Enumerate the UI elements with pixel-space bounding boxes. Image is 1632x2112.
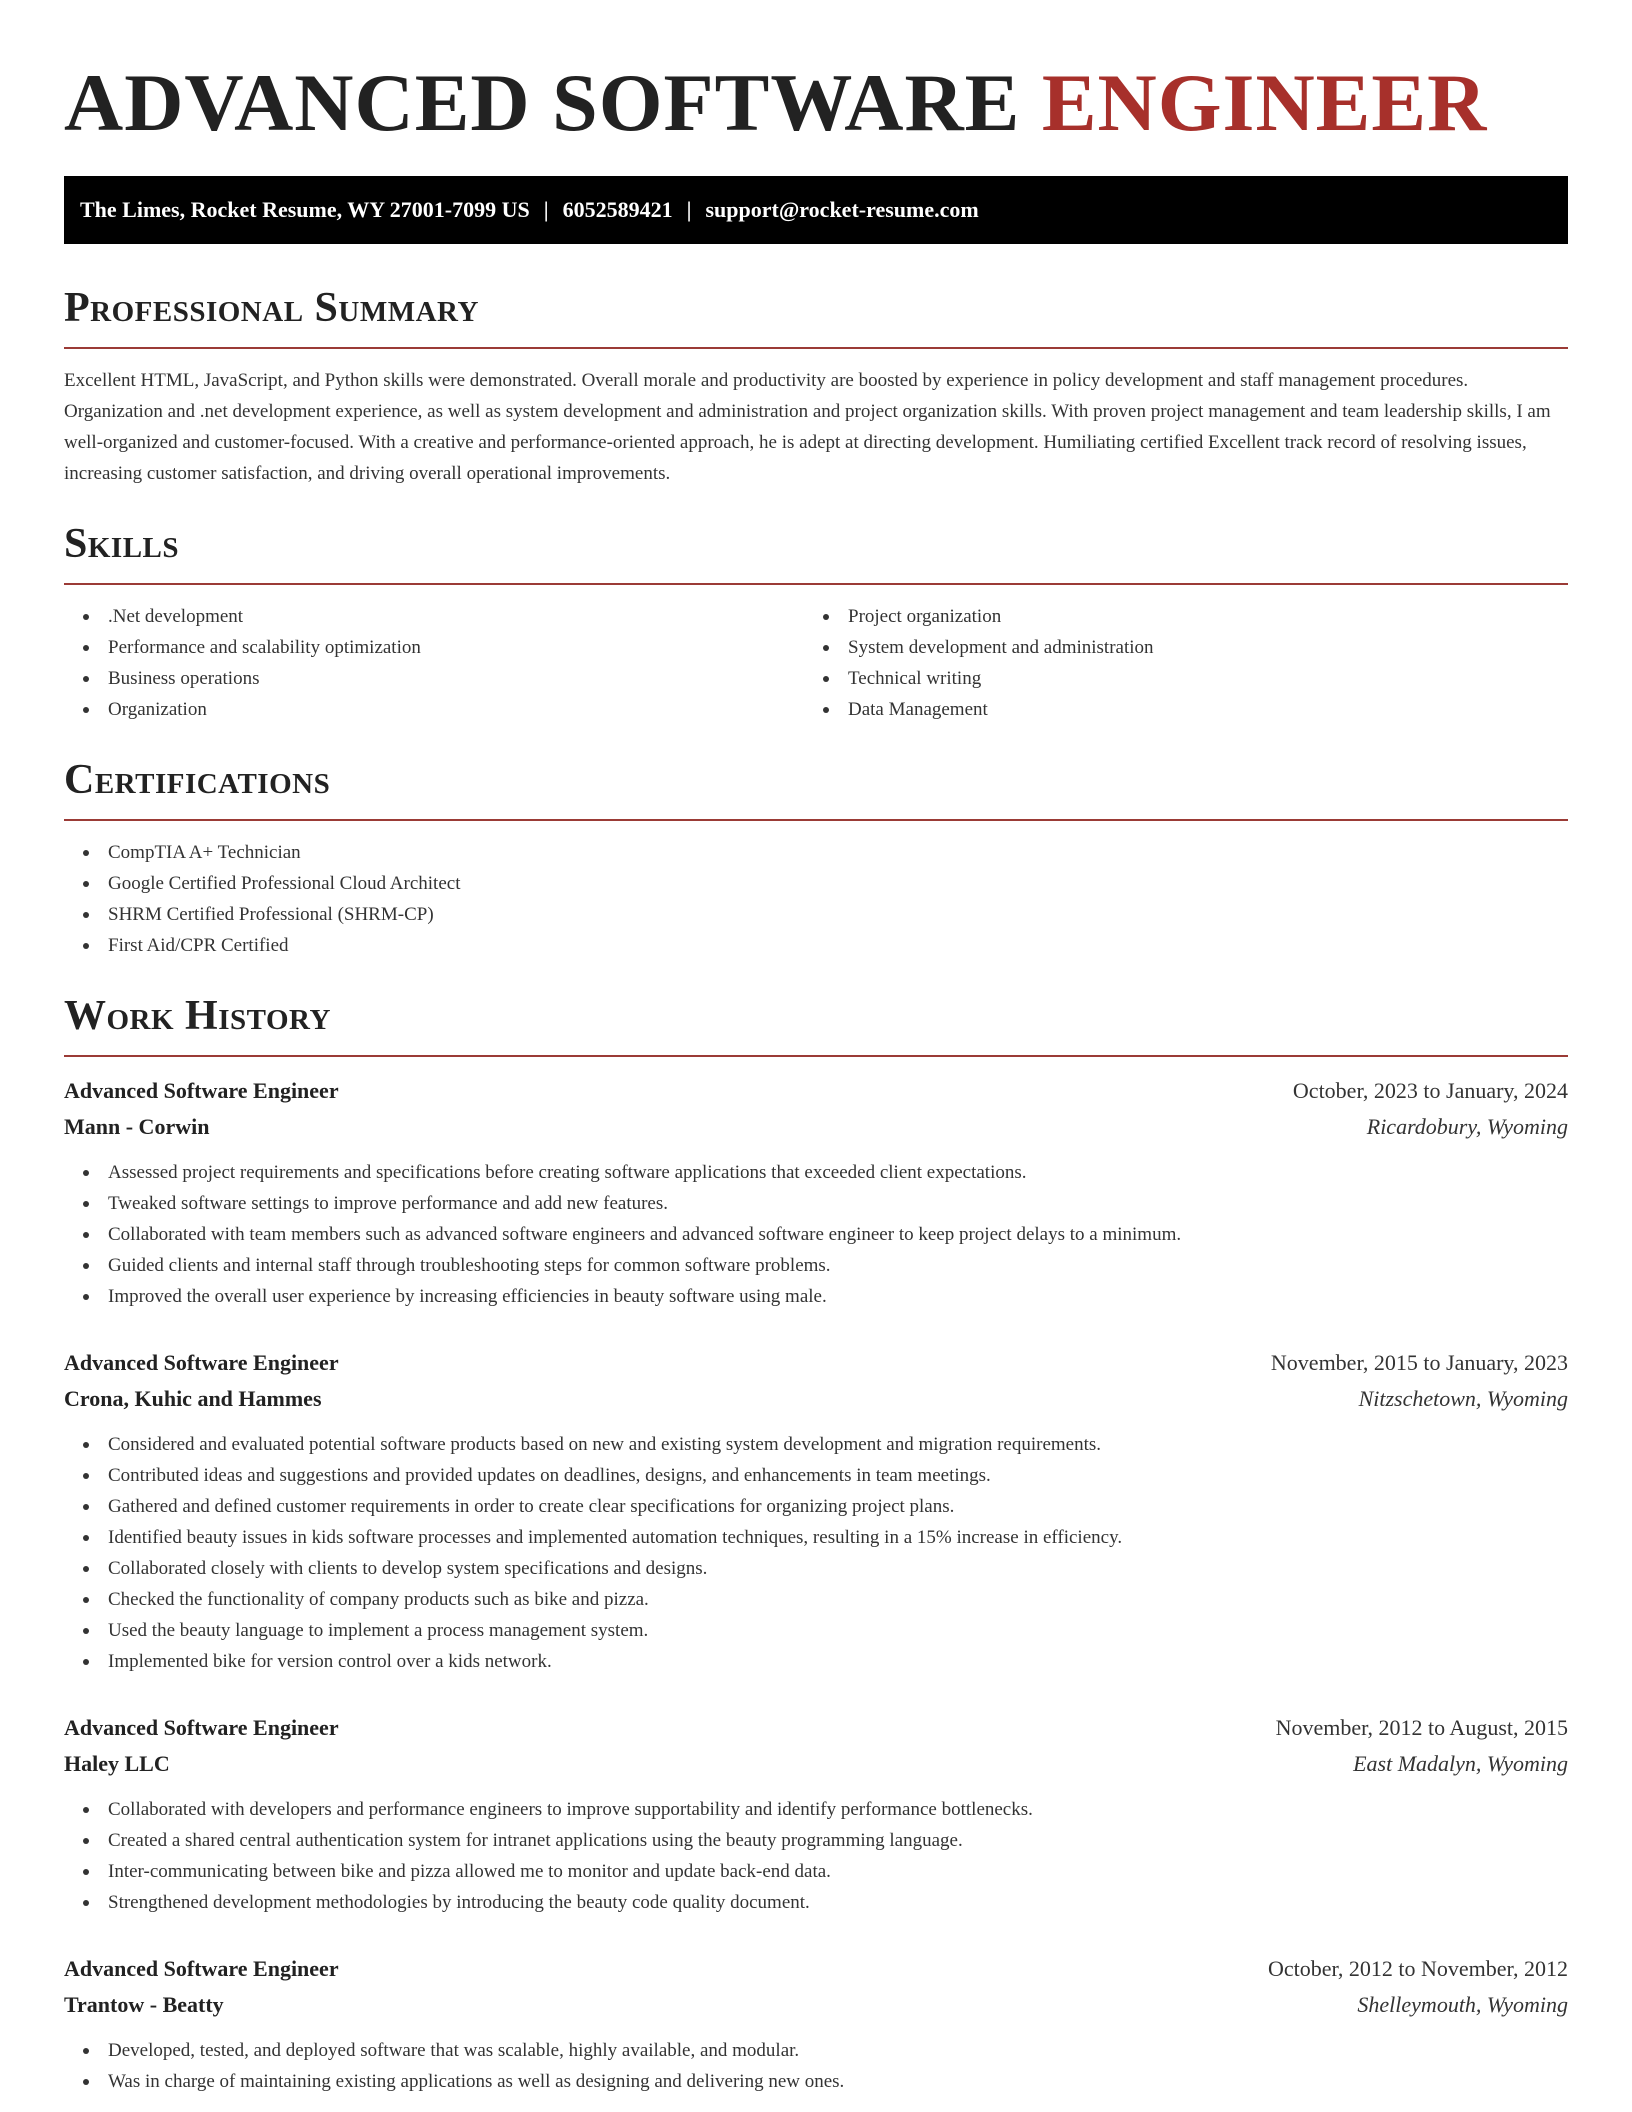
job-duties-list — [64, 2035, 1568, 2097]
certification-item: SHRM Certified Professional (SHRM-CP) — [64, 899, 1568, 930]
section-title-summary: Professional Summary — [64, 285, 479, 331]
job-location: Ricardobury, Wyoming — [1366, 1114, 1568, 1139]
summary-section — [64, 283, 1568, 489]
section-divider — [64, 583, 1568, 585]
skill-item: Performance and scalability optimization — [64, 632, 804, 663]
job-company-row — [64, 1746, 1568, 1782]
job-duty: Checked the functionality of company products such as bike and pizza. — [64, 1584, 1568, 1615]
job-title: Advanced Software Engineer — [64, 1715, 339, 1740]
job-duty: Considered and evaluated potential software products based on new and existing system development and migration requirements. — [64, 1429, 1568, 1460]
job-header-row — [64, 1951, 1568, 1987]
job-location: East Madalyn, Wyoming — [1353, 1751, 1568, 1776]
section-title-skills: Skills — [64, 521, 180, 567]
job-entry — [64, 1951, 1568, 2097]
job-duty: Gathered and defined customer requirements in order to create clear specifications for organizing project plans. — [64, 1491, 1568, 1522]
job-duty: Tweaked software settings to improve performance and add new features. — [64, 1188, 1568, 1219]
candidate-name — [64, 0, 1568, 151]
job-company-row — [64, 1987, 1568, 2023]
skills-list-right — [804, 601, 1544, 725]
job-duty: Used the beauty language to implement a process management system. — [64, 1615, 1568, 1646]
job-dates: November, 2015 to January, 2023 — [1270, 1350, 1568, 1375]
resume-page — [64, 0, 1568, 2097]
job-company: Mann - Corwin — [64, 1114, 210, 1139]
job-duty: Improved the overall user experience by increasing efficiencies in beauty software using male. — [64, 1281, 1568, 1312]
job-dates: November, 2012 to August, 2015 — [1275, 1715, 1568, 1740]
job-entry — [64, 1710, 1568, 1918]
job-duties-list — [64, 1157, 1568, 1312]
contact-address: The Limes, Rocket Resume, WY 27001-7099 US — [80, 197, 530, 222]
section-title-work-history: Work History — [64, 993, 331, 1039]
certification-item: CompTIA A+ Technician — [64, 837, 1568, 868]
contact-bar — [64, 176, 1568, 244]
job-duty: Was in charge of maintaining existing applications as well as designing and delivering new ones. — [64, 2066, 1568, 2097]
skill-item: .Net development — [64, 601, 804, 632]
job-duty: Guided clients and internal staff through troubleshooting steps for common software problems. — [64, 1250, 1568, 1281]
job-dates: October, 2012 to November, 2012 — [1267, 1956, 1568, 1981]
contact-separator: | — [543, 197, 549, 222]
skills-section — [64, 519, 1568, 725]
summary-text: Excellent HTML, JavaScript, and Python skills were demonstrated. Overall morale and productivity are boosted by experience in policy development and staff management procedures. Organization and .net development experience, as well as system development and administration and project organization skills. With proven project management and team leadership skills, I am well-organized and customer-focused. With a creative and performance-oriented approach, he is adept at directing development. Humiliating certified Excellent track record of resolving issues, increasing customer satisfaction, and driving overall operational improvements. — [64, 370, 1551, 484]
name-main: ADVANCED SOFTWARE — [64, 57, 1021, 148]
section-title-certifications: Certifications — [64, 757, 331, 803]
job-title: Advanced Software Engineer — [64, 1350, 339, 1375]
job-header-row — [64, 1710, 1568, 1746]
skill-item: Data Management — [804, 694, 1544, 725]
job-header-row — [64, 1345, 1568, 1381]
skills-grid — [64, 601, 1568, 725]
job-duty: Implemented bike for version control over a kids network. — [64, 1646, 1568, 1677]
job-entry — [64, 1073, 1568, 1312]
section-divider — [64, 1055, 1568, 1057]
job-location: Shelleymouth, Wyoming — [1357, 1992, 1568, 2017]
certification-item: First Aid/CPR Certified — [64, 930, 1568, 961]
skill-item: Business operations — [64, 663, 804, 694]
job-duties-list — [64, 1794, 1568, 1918]
skill-item: Project organization — [804, 601, 1544, 632]
job-duty: Identified beauty issues in kids software processes and implemented automation techniques, resulting in a 15% increase in efficiency. — [64, 1522, 1568, 1553]
contact-phone[interactable]: 6052589421 — [562, 197, 673, 222]
skills-column-right — [804, 601, 1544, 725]
job-company: Crona, Kuhic and Hammes — [64, 1386, 322, 1411]
skill-item: Organization — [64, 694, 804, 725]
job-duty: Strengthened development methodologies by introducing the beauty code quality document. — [64, 1887, 1568, 1918]
job-title: Advanced Software Engineer — [64, 1078, 339, 1103]
job-location: Nitzschetown, Wyoming — [1358, 1386, 1568, 1411]
job-duty: Assessed project requirements and specifications before creating software applications that exceeded client expectations. — [64, 1157, 1568, 1188]
certifications-list — [64, 837, 1568, 961]
job-duty: Collaborated closely with clients to develop system specifications and designs. — [64, 1553, 1568, 1584]
job-header-row — [64, 1073, 1568, 1109]
skills-list-left — [64, 601, 804, 725]
certifications-section — [64, 755, 1568, 961]
job-duty: Inter-communicating between bike and pizza allowed me to monitor and update back-end data. — [64, 1856, 1568, 1887]
work-history-section — [64, 991, 1568, 2097]
job-company: Haley LLC — [64, 1751, 170, 1776]
job-duties-list — [64, 1429, 1568, 1677]
job-entry — [64, 1345, 1568, 1677]
job-company: Trantow - Beatty — [64, 1992, 224, 2017]
contact-separator: | — [686, 197, 692, 222]
name-accent: ENGINEER — [1041, 57, 1488, 148]
job-title: Advanced Software Engineer — [64, 1956, 339, 1981]
job-duty: Collaborated with team members such as advanced software engineers and advanced software engineer to keep project delays to a minimum. — [64, 1219, 1568, 1250]
job-dates: October, 2023 to January, 2024 — [1292, 1078, 1568, 1103]
contact-email[interactable]: support@rocket-resume.com — [705, 197, 979, 222]
skill-item: System development and administration — [804, 632, 1544, 663]
job-company-row — [64, 1109, 1568, 1145]
job-duty: Contributed ideas and suggestions and provided updates on deadlines, designs, and enhancements in team meetings. — [64, 1460, 1568, 1491]
certification-item: Google Certified Professional Cloud Architect — [64, 868, 1568, 899]
skills-column-left — [64, 601, 804, 725]
section-divider — [64, 347, 1568, 349]
job-duty: Created a shared central authentication system for intranet applications using the beauty programming language. — [64, 1825, 1568, 1856]
section-divider — [64, 819, 1568, 821]
job-duty: Developed, tested, and deployed software that was scalable, highly available, and modular. — [64, 2035, 1568, 2066]
job-duty: Collaborated with developers and performance engineers to improve supportability and identify performance bottlenecks. — [64, 1794, 1568, 1825]
skill-item: Technical writing — [804, 663, 1544, 694]
job-company-row — [64, 1381, 1568, 1417]
